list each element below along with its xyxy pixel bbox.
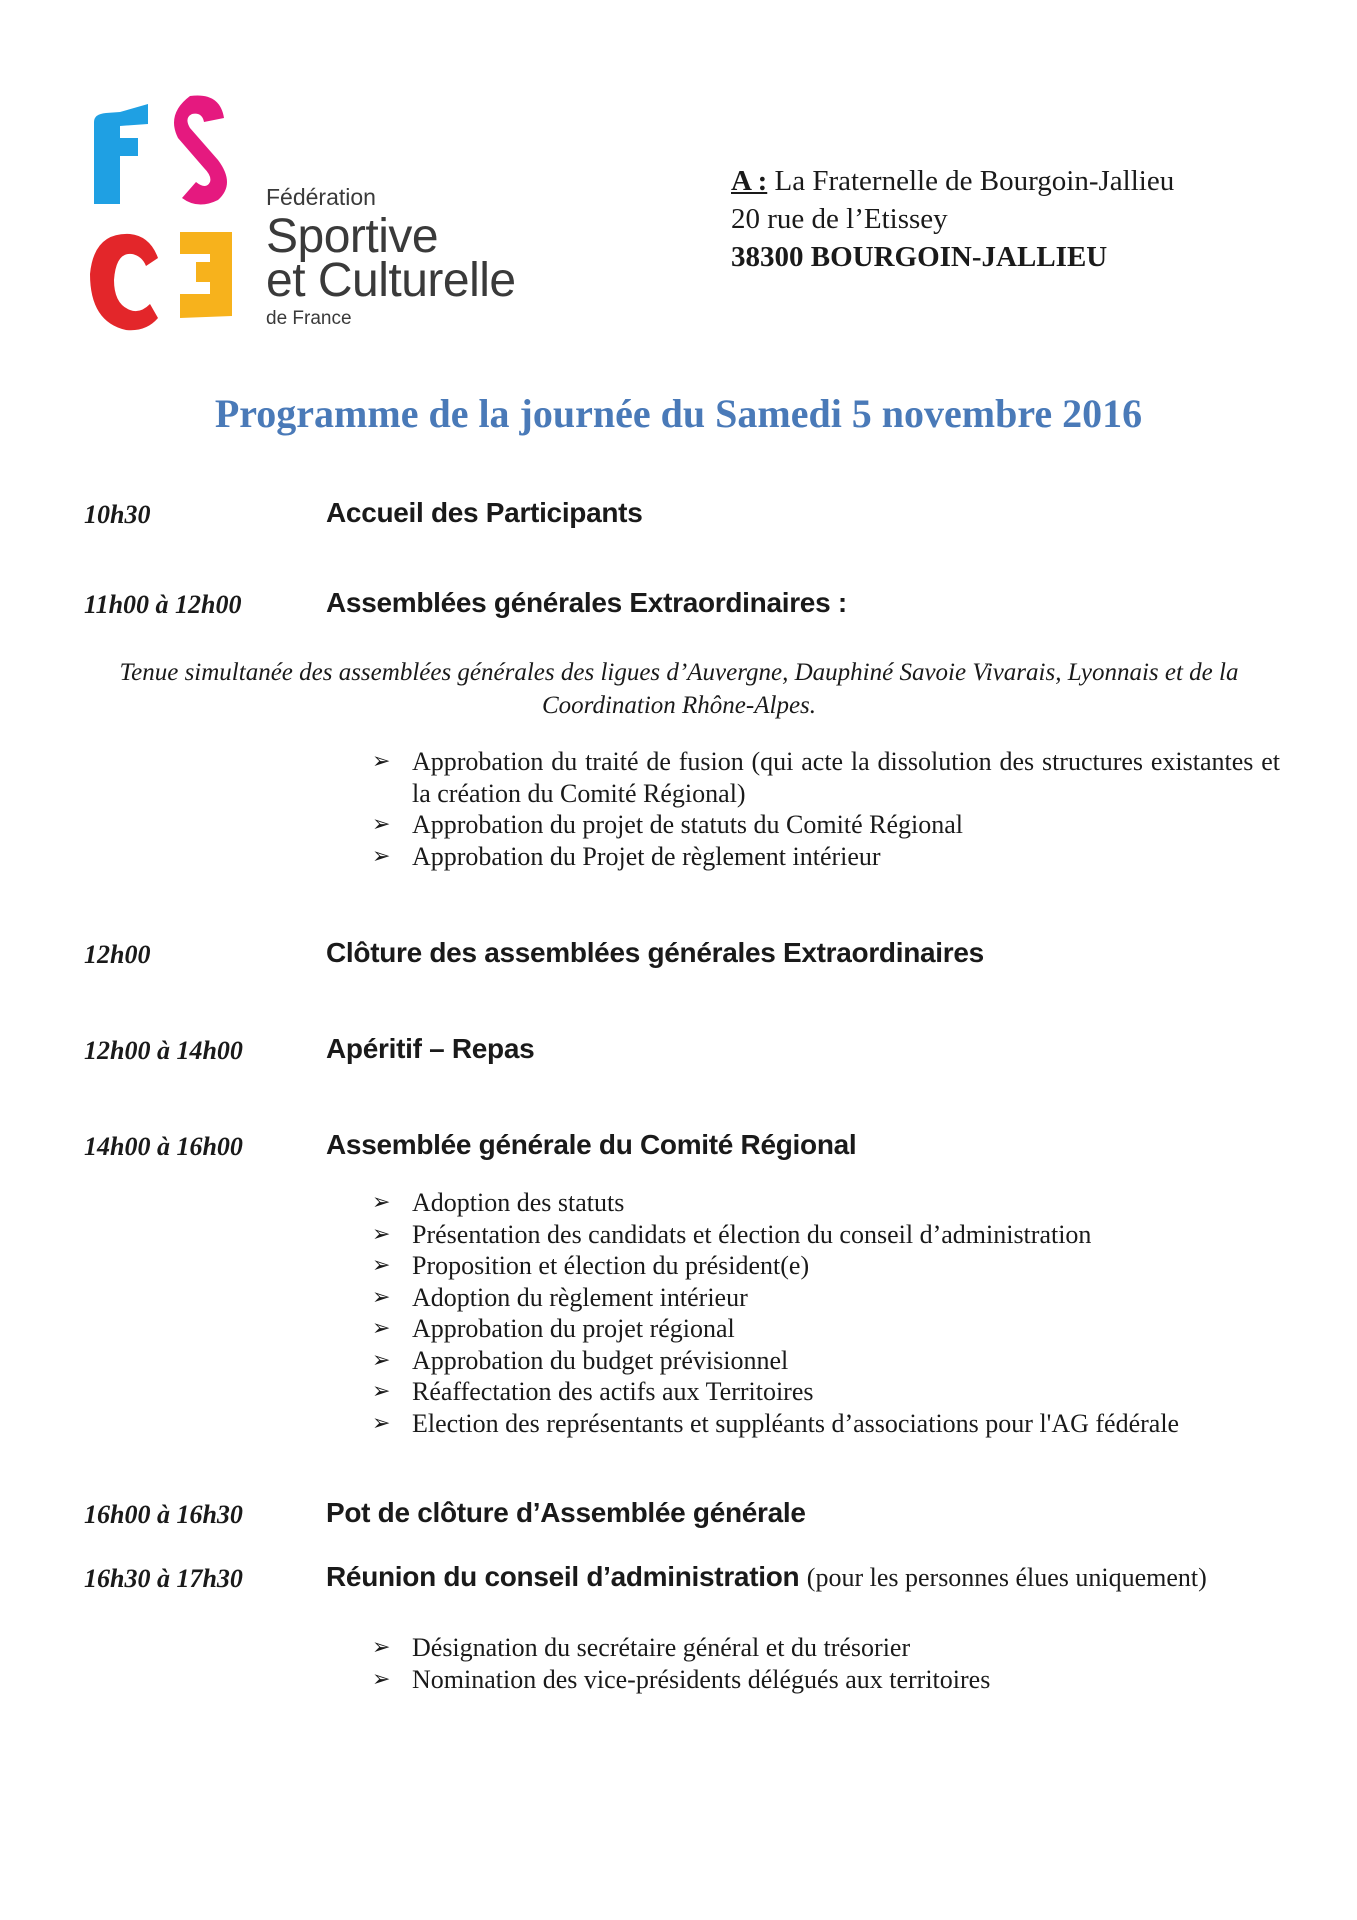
list-item: ➢ Désignation du secrétaire général et du trésorier <box>372 1633 911 1662</box>
agenda-list <box>372 1187 1280 1439</box>
list-item: ➢ Adoption du règlement intérieur <box>372 1282 748 1312</box>
list-item: ➢ Approbation du traité de fusion (qui acte la dissolution des structures existantes et la création du Comité Régional) <box>372 747 1280 808</box>
arrow-bullet-icon: ➢ <box>372 1190 391 1215</box>
address-city: 38300 BOURGOIN-JALLIEU <box>731 241 1108 273</box>
schedule-time: 10h30 <box>84 500 151 529</box>
list-item: ➢ Proposition et élection du président(e) <box>372 1251 810 1280</box>
schedule-heading: Apéritif – Repas <box>326 1033 535 1064</box>
logo-line-culturelle: et Culturelle <box>266 254 516 307</box>
list-item: ➢ Réaffectation des actifs aux Territoires <box>372 1377 814 1406</box>
list-item: ➢ Nomination des vice-présidents délégués aux territoires <box>372 1664 991 1694</box>
schedule-time: 14h00 à 16h00 <box>84 1132 243 1161</box>
schedule-intro: Tenue simultanée des assemblées générales des ligues d’Auvergne, Dauphiné Savoie Vivarais, Lyonnais et de la Coordination Rhône-Alpes. <box>119 659 1239 719</box>
schedule-heading-note: (pour les personnes élues uniquement) <box>806 1563 1207 1592</box>
list-item: ➢ Adoption des statuts <box>372 1188 625 1217</box>
list-item: ➢ Approbation du budget prévisionnel <box>372 1345 789 1375</box>
list-item: ➢ Election des représentants et suppléants d’associations pour l'AG fédérale <box>372 1408 1180 1438</box>
arrow-bullet-icon: ➢ <box>372 1221 391 1247</box>
schedule-time: 16h00 à 16h30 <box>84 1500 243 1529</box>
agenda-list <box>372 1632 1280 1695</box>
agenda-list <box>372 746 1280 872</box>
schedule-heading-text: Réunion du conseil d’administration <box>326 1561 800 1592</box>
schedule-heading: Pot de clôture d’Assemblée générale <box>326 1497 806 1528</box>
schedule-heading: Assemblées générales Extraordinaires : <box>326 587 847 618</box>
address-street: 20 rue de l’Etissey <box>731 203 948 235</box>
arrow-bullet-icon: ➢ <box>372 1253 391 1278</box>
arrow-bullet-icon: ➢ <box>372 1635 391 1660</box>
arrow-bullet-icon: ➢ <box>372 1379 391 1404</box>
arrow-bullet-icon: ➢ <box>372 1666 391 1692</box>
schedule-heading: Accueil des Participants <box>326 497 643 528</box>
arrow-bullet-icon: ➢ <box>372 1284 391 1310</box>
address-prefix: A : <box>731 165 768 197</box>
list-item: ➢ Présentation des candidats et élection du conseil d’administration <box>372 1219 1092 1249</box>
logo-line-sportive: Sportive <box>266 210 439 263</box>
schedule-heading: Assemblée générale du Comité Régional <box>326 1129 857 1160</box>
schedule-heading: Clôture des assemblées générales Extraordinaires <box>326 937 984 968</box>
schedule-time: 12h00 <box>84 940 151 969</box>
address-venue: La Fraternelle de Bourgoin-Jallieu <box>774 165 1175 197</box>
list-item: ➢ Approbation du projet régional <box>372 1314 735 1343</box>
logo-wordmark <box>266 186 516 328</box>
schedule-time: 12h00 à 14h00 <box>84 1036 243 1065</box>
arrow-bullet-icon: ➢ <box>372 1316 391 1341</box>
arrow-bullet-icon: ➢ <box>372 749 391 774</box>
list-item: ➢ Approbation du projet de statuts du Comité Régional <box>372 810 963 839</box>
schedule-time: 11h00 à 12h00 <box>84 590 242 619</box>
page-title: Programme de la journée du Samedi 5 novembre 2016 <box>214 391 1143 436</box>
address-line-name <box>731 162 1174 200</box>
arrow-bullet-icon: ➢ <box>372 812 391 837</box>
arrow-bullet-icon: ➢ <box>372 1410 391 1436</box>
fscf-logo-mark-icon <box>86 86 256 341</box>
arrow-bullet-icon: ➢ <box>372 1347 391 1373</box>
arrow-bullet-icon: ➢ <box>372 843 391 869</box>
fscf-logo <box>86 86 526 341</box>
schedule-heading <box>326 1561 1207 1593</box>
recipient-address <box>731 162 1174 276</box>
logo-line-france: de France <box>266 308 352 329</box>
list-item: ➢ Approbation du Projet de règlement intérieur <box>372 841 881 871</box>
logo-line-federation: Fédération <box>266 184 376 210</box>
schedule-time: 16h30 à 17h30 <box>84 1564 243 1593</box>
